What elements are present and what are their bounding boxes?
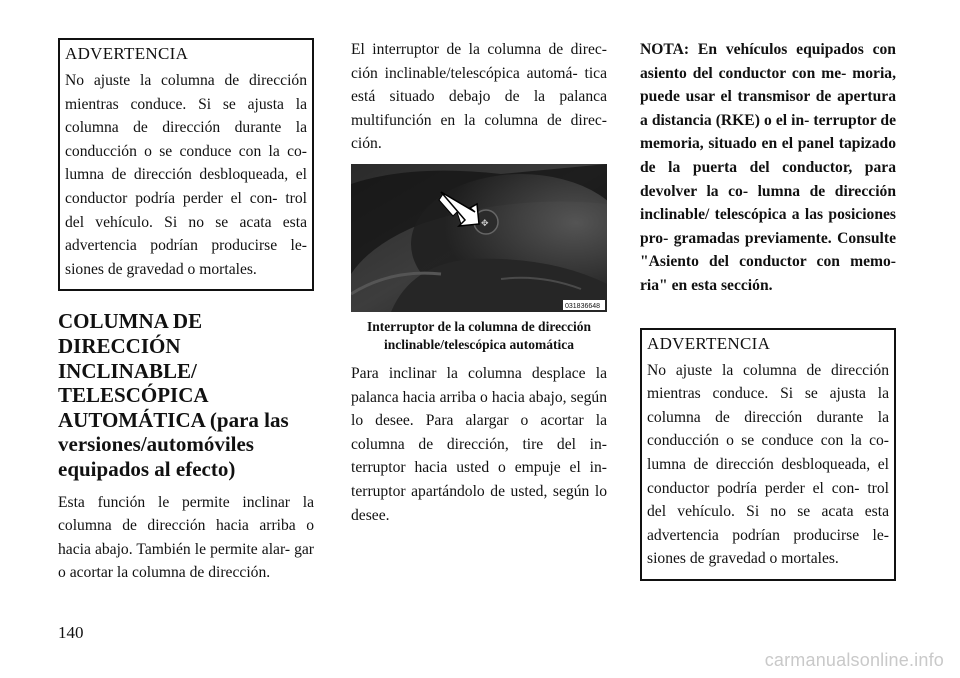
photo-code: 031836648: [565, 302, 601, 310]
warning-box-2: [640, 328, 896, 581]
warning-text-2: No ajuste la columna de dirección mientras conduce. Si se ajusta la columna de dirección durante la conducción o se conduce con la co- lumna de dirección desbloqueada, el conductor podría perder el con- trol del vehículo. Si no se acata esta advertencia podrían producirse le- siones de gravedad o mortales.: [647, 361, 889, 568]
memory-note: NOTA: En vehículos equipados con asiento del conductor con me- moria, puede usar el transmisor de apertura a distancia (RKE) o el in- terruptor de memoria, situado en el panel tapizado de la puerta del conductor, para devolver la co- lumna de dirección inclinable/ telescópica a las posiciones pro- gramadas previamente. Consulte "Asiento del conductor con memo- ria" en esta sección.: [640, 41, 896, 294]
column-left: [58, 38, 314, 585]
warning-box: [58, 38, 314, 291]
operation-paragraph: Para inclinar la columna desplace la palanca hacia arriba o hacia abajo, según lo desee. Para alargar o acortar la columna de dirección, tire del in- terruptor hacia usted o empuje el in- terruptor apartándolo de usted, según lo desee.: [351, 364, 607, 524]
section-heading: [58, 309, 314, 481]
steering-column-photo: [351, 164, 607, 312]
heading-main: COLUMNA DE DIRECCIÓN INCLINABLE/ TELESCÓPICA AUTOMÁTICA: [58, 309, 208, 432]
switch-location-paragraph: El interruptor de la columna de direc- ción inclinable/telescópica automá- tica está situado debajo de la palanca multifunción en la columna de direc- ción.: [351, 41, 607, 153]
column-right: [640, 38, 896, 581]
column-middle: [351, 38, 607, 527]
warning-text: No ajuste la columna de dirección mientras conduce. Si se ajusta la columna de dirección durante la conducción o se conduce con la co- lumna de dirección desbloqueada, el conductor podría perder el con- trol del vehículo. Si no se acata esta advertencia podrían producirse le- siones de gravedad o mortales.: [65, 72, 307, 278]
warning-title-2: ADVERTENCIA: [647, 333, 771, 353]
svg-text:✥: ✥: [481, 218, 489, 229]
watermark: carmanualsonline.info: [764, 650, 944, 670]
intro-paragraph: Esta función le permite inclinar la columna de dirección hacia arriba o hacia abajo. También le permite alar- gar o acortar la columna de dirección.: [58, 493, 314, 582]
heading-qualifier: (para las versiones/automóviles equipados al efecto): [58, 407, 289, 481]
photo-caption: Interruptor de la columna de dirección inclinable/telescópica automática: [366, 318, 592, 352]
page-number: 140: [58, 623, 84, 642]
warning-title: ADVERTENCIA: [65, 44, 189, 63]
